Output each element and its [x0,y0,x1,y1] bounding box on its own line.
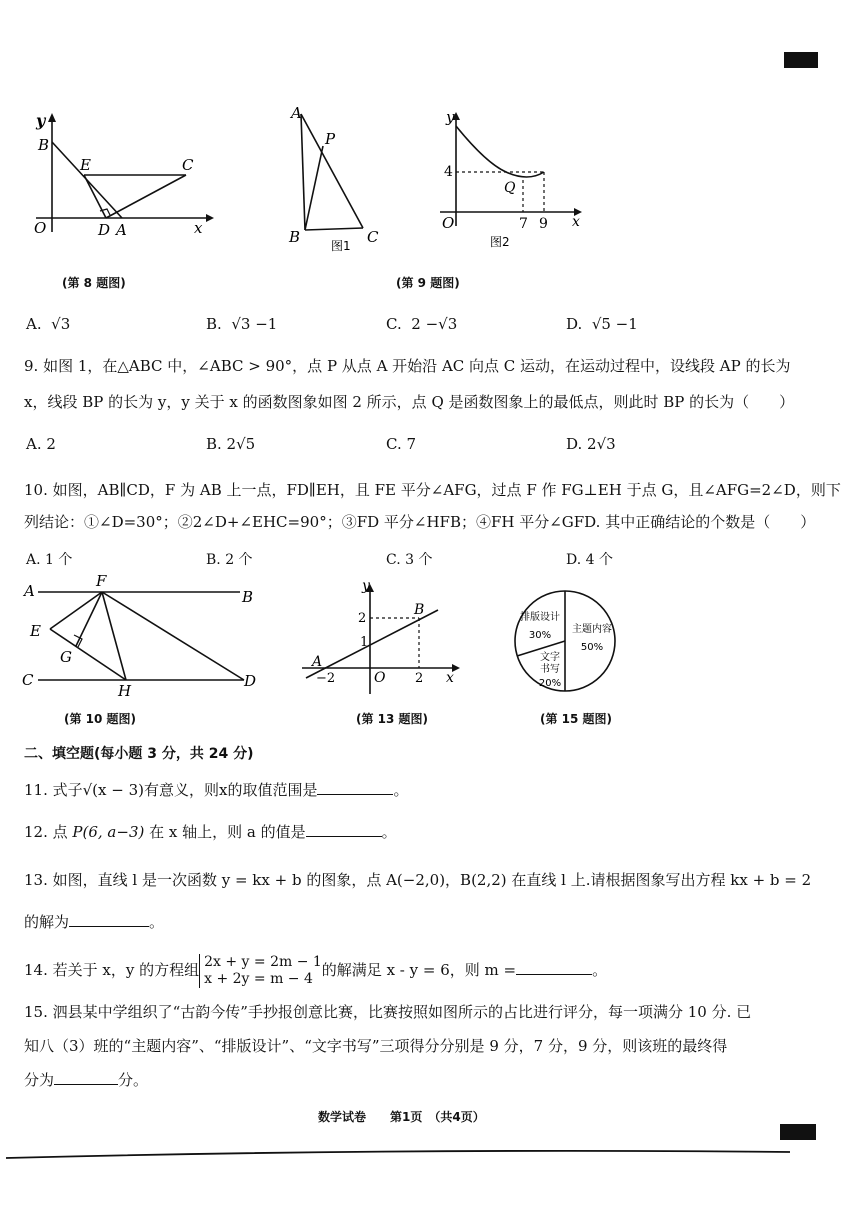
pie-label-writing-2: 书写 [540,664,560,675]
figure-q15-pie [510,586,620,696]
q12: 12. 点 P(6, a−3) 在 x 轴上，则 a 的值是 。 [24,823,397,841]
q10-label-g: G [60,648,72,666]
q10-option-a: A. 1 个 [26,552,73,568]
q10-caption: (第 10 题图) [64,712,137,726]
q9f1-label-p: P [325,130,336,148]
q8-option-d: D. √5 −1 [566,315,638,333]
q8-option-a: A. √3 [26,315,71,333]
q9f2-label-7: 7 [519,216,528,232]
q9f1-label-a: A [291,104,302,122]
figure-q9-1 [285,102,385,252]
q9f2-label-o: O [442,214,455,232]
q13-label-2x: 2 [415,671,424,686]
q9-option-b: B. 2√5 [206,435,256,453]
q10-label-h: H [118,682,132,700]
q13-label-a: A [312,654,323,670]
pie-value-layout: 30% [528,630,552,641]
section-2-heading: 二、填空题(每小题 3 分，共 24 分) [24,746,254,762]
q9f2-label-q: Q [504,180,516,196]
q13-label-y: y [362,578,370,594]
q9-line1: 9. 如图 1，在△ABC 中，∠ABC > 90°，点 P 从点 A 开始沿 AC 向点 C 运动，在运动过程中，设线段 AP 的长为 [24,357,791,375]
q9-option-a: A. 2 [26,435,56,453]
q10-option-b: B. 2 个 [206,552,253,568]
q9-caption: (第 9 题图) [396,276,460,290]
q8-option-b: B. √3 −1 [206,315,278,333]
q9-fig1-label: 图1 [331,239,351,252]
q10-line1: 10. 如图，AB∥CD，F 为 AB 上一点，FD∥EH，且 FE 平分∠AFG，过点 F 作 FG⊥EH 于点 G，且∠AFG=2∠D，则下 [24,481,841,499]
q8-label-y: y [36,111,46,130]
q13-caption: (第 13 题图) [356,712,429,726]
q8-label-d: D [98,221,111,238]
q13-label-o: O [374,670,386,686]
q10-label-f: F [96,572,107,590]
q15-line2: 知八（3）班的“主题内容”、“排版设计”、“文字书写”三项得分分别是 9 分，7 分，9 分，则该班的最终得 [24,1037,728,1055]
q8-label-e: E [80,156,91,174]
q15-caption: (第 15 题图) [540,712,613,726]
q10-label-a: A [24,582,35,600]
q12-answer-blank[interactable] [306,822,382,837]
q9f1-label-b: B [289,228,301,246]
q10-option-d: D. 4 个 [566,552,613,568]
pie-value-content: 50% [580,642,604,653]
q13-label-neg2: −2 [316,671,336,686]
footer-rule [0,1136,868,1166]
q8-label-b: B [38,136,50,154]
pie-value-writing: 20% [538,678,562,689]
q14-equation-system: 2x + y = 2m − 1 x + 2y = m − 4 [199,954,322,988]
q10-option-c: C. 3 个 [386,552,433,568]
q14: 14. 若关于 x，y 的方程组 2x + y = 2m − 1 x + 2y = m − 4 的解满足 x - y = 6，则 m = 。 [24,954,608,987]
q10-label-b: B [242,588,254,606]
figure-q10 [18,572,268,702]
pie-label-content: 主题内容 [572,624,612,635]
corner-marker-top [784,52,818,68]
q11-answer-blank[interactable] [317,780,393,795]
q9f1-label-c: C [367,228,379,246]
figure-q13 [298,578,468,700]
q9f2-label-9: 9 [539,216,548,232]
q9f2-label-x: x [572,214,580,230]
page-footer: 数学试卷 第1页 （共4页） [318,1110,485,1124]
pie-label-layout: 排版设计 [520,612,560,623]
q13-line2: 的解为 。 [24,913,165,931]
q11: 11. 式子√(x − 3)有意义，则x的取值范围是 。 [24,781,409,799]
q10-label-c: C [22,671,34,689]
q15-line1: 15. 泗县某中学组织了“古韵今传”手抄报创意比赛，比赛按照如图所示的占比进行评分，每一项满分 10 分. 已 [24,1003,752,1021]
q13-label-x: x [446,670,454,686]
q10-label-e: E [30,622,41,640]
q9-option-d: D. 2√3 [566,435,616,453]
q8-label-c: C [182,156,194,174]
q13-line1: 13. 如图，直线 l 是一次函数 y = kx + b 的图象，点 A(−2,0)，B(2,2) 在直线 l 上.请根据图象写出方程 kx + b = 2 [24,871,812,889]
q13-label-2y: 2 [358,611,367,626]
q13-label-b: B [414,602,425,618]
q14-answer-blank[interactable] [516,960,592,975]
corner-marker-bottom [780,1124,816,1140]
q15-line3: 分为 分。 [24,1071,149,1089]
q9f2-label-y: y [446,108,455,126]
q10-line2: 列结论：①∠D=30°；②2∠D+∠EHC=90°；③FD 平分∠HFB；④FH 平分∠GFD. 其中正确结论的个数是（ ） [24,513,816,531]
q8-caption: (第 8 题图) [62,276,126,290]
q9-fig2-label: 图2 [490,235,510,248]
figure-q9-2 [436,108,586,248]
q9f2-label-4: 4 [444,164,453,180]
q9-line2: x，线段 BP 的长为 y，y 关于 x 的函数图象如图 2 所示，点 Q 是函数图象上的最低点，则此时 BP 的长为（ ） [24,393,795,411]
pie-label-writing-1: 文字 [540,652,560,663]
q15-answer-blank[interactable] [54,1070,118,1085]
q8-label-o: O [34,219,47,237]
q10-label-d: D [244,672,257,690]
q8-label-x: x [194,219,203,237]
q13-label-1y: 1 [360,635,369,650]
q8-label-a: A [116,221,127,238]
figure-q8 [28,108,218,238]
q13-answer-blank[interactable] [69,912,149,927]
q8-option-c: C. 2 −√3 [386,315,458,333]
q9-option-c: C. 7 [386,435,417,453]
